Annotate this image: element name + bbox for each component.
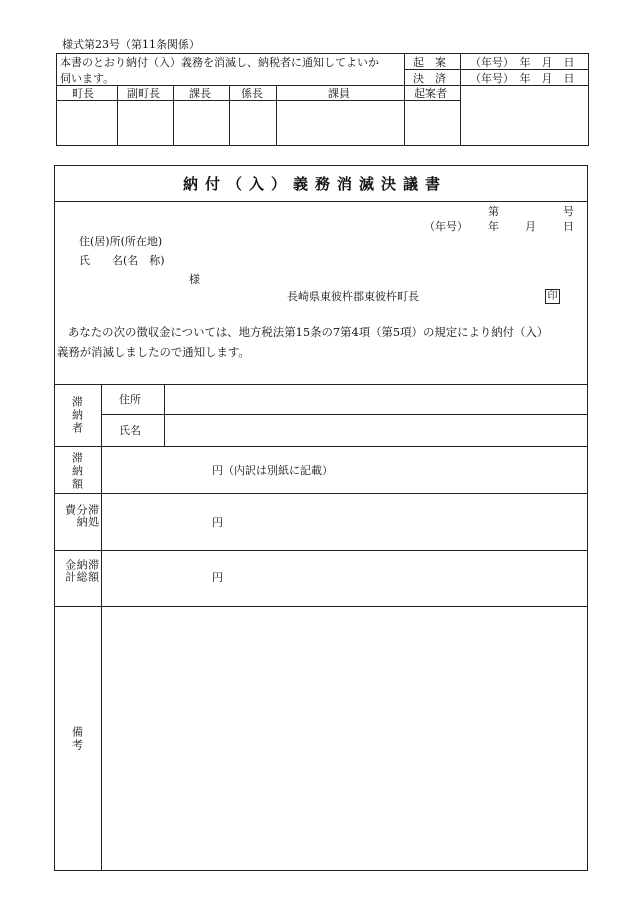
form-number-label: 様式第23号（第11条関係） bbox=[62, 38, 200, 51]
shobun-fee-value: 円 bbox=[212, 516, 223, 529]
role-section-chief: 課長 bbox=[189, 87, 211, 100]
jusho-label: 住所 bbox=[119, 393, 141, 406]
kian-date: （年号） 年 月 日 bbox=[470, 56, 575, 69]
kessai-date: （年号） 年 月 日 bbox=[470, 72, 575, 85]
role-unit-chief: 係長 bbox=[241, 87, 263, 100]
name-label: 氏 名(名 称) bbox=[79, 254, 165, 267]
date-nen: 年 bbox=[488, 220, 499, 233]
date-nengo: （年号） bbox=[424, 220, 468, 233]
sama-label: 様 bbox=[189, 273, 200, 286]
taino-sha-label: 滞納者 bbox=[70, 396, 84, 435]
approval-message-line2: 伺います。 bbox=[60, 72, 115, 85]
notice-body-line1: あなたの次の徴収金については、地方税法第15条の7第4項（第5項）の規定により納付（入） bbox=[68, 325, 549, 339]
mayor-title: 長崎県東彼杵郡東彼杵町長 bbox=[287, 290, 419, 303]
number-dai: 第 bbox=[488, 205, 499, 218]
biko-field[interactable] bbox=[102, 607, 587, 870]
role-drafter: 起案者 bbox=[414, 87, 447, 100]
biko-label: 備考 bbox=[70, 726, 84, 752]
number-go: 号 bbox=[563, 205, 574, 218]
shimei-label: 氏名 bbox=[119, 424, 141, 437]
taino-gaku-value: 円（内訳は別紙に記載） bbox=[212, 464, 333, 477]
notice-body-line2: 義務が消滅しましたので通知します。 bbox=[57, 345, 250, 359]
approval-message-line1: 本書のとおり納付（入）義務を消滅し、納税者に通知してよいか bbox=[60, 56, 379, 69]
address-label: 住(居)所(所在地) bbox=[79, 235, 163, 248]
kessai-label: 決 済 bbox=[413, 72, 446, 85]
shobun-fee-label: 滞処分納費 bbox=[63, 504, 100, 528]
role-deputy-mayor: 副町長 bbox=[127, 87, 160, 100]
role-staff: 課員 bbox=[328, 87, 350, 100]
taino-gaku-label: 滞納額 bbox=[70, 452, 84, 491]
total-amount-label: 滞額納総金計 bbox=[63, 559, 100, 583]
form-title: 納付（入）義務消滅決議書 bbox=[182, 175, 447, 193]
date-hi: 日 bbox=[563, 220, 574, 233]
total-amount-value: 円 bbox=[212, 571, 223, 584]
role-mayor: 町長 bbox=[72, 87, 94, 100]
seal-mark: 印 bbox=[545, 289, 560, 304]
kian-label: 起 案 bbox=[413, 56, 446, 69]
date-tsuki: 月 bbox=[525, 220, 536, 233]
